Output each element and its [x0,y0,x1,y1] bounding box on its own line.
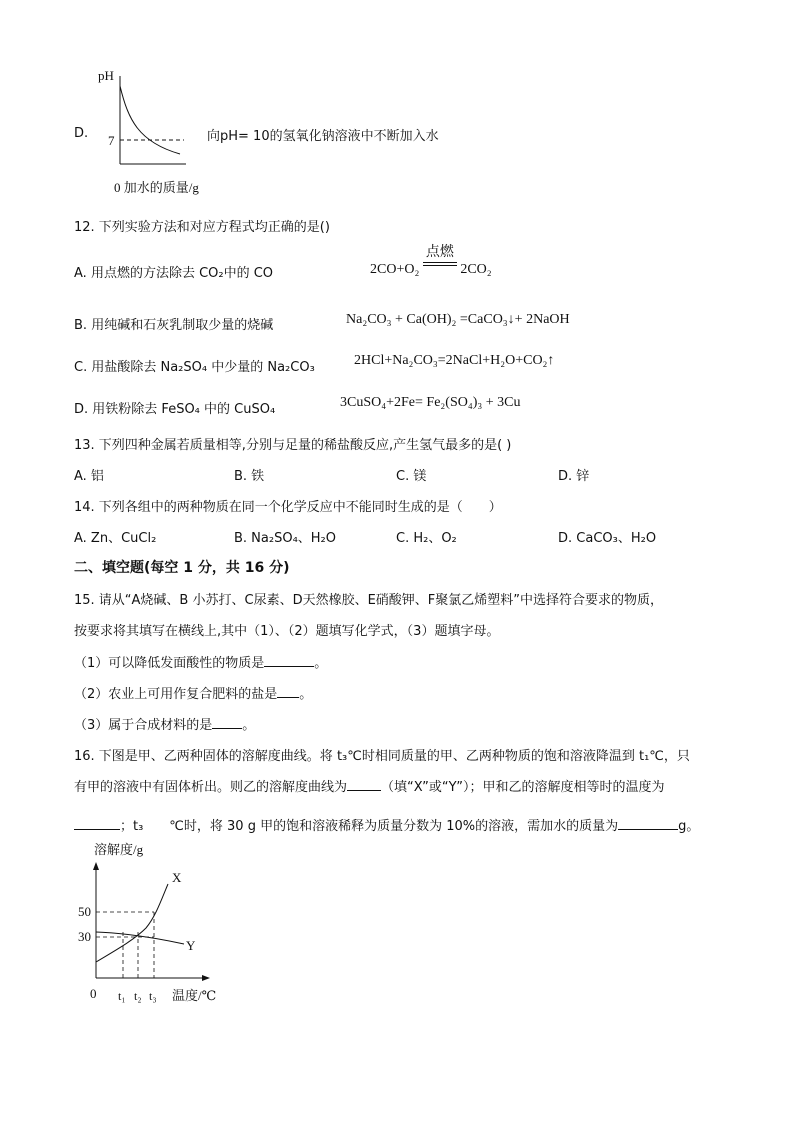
q15-stem-line1: 15. 请从“A烧碱、B 小苏打、C尿素、D天然橡胶、E硝酸钾、F聚氯乙烯塑料”中选择符合要求的物质， [74,593,663,608]
solubility-x-axis-label: 温度/℃ [172,988,217,1003]
q12-option-c-text [74,356,315,375]
ph-axis-label: pH [98,68,114,83]
curve-x-label: X [172,870,182,885]
ph-tick-7: 7 [108,133,115,148]
q12-option-b-letter: B. [74,318,88,333]
eq-a-condition-arrow [423,244,457,266]
q12-option-d-equation: 3CuSO₄+2Fe= Fe₂(SO₄)₃ + 3Cu [340,395,521,410]
q16-line2a: 有甲的溶液中有固体析出。则乙的溶解度曲线为 [74,780,348,795]
q15-sub2 [74,683,312,702]
q12-option-b-desc: 用纯碱和石灰乳制取少量的烧碱 [91,318,274,333]
q12-option-d-desc: 用铁粉除去 FeSO₄ 中的 CuSO₄ [92,402,276,417]
q15-sub1-blank[interactable] [264,654,314,667]
eq-a-left: 2CO+O₂ [370,262,420,277]
q15-sub3-text: （3）属于合成材料的是 [74,718,213,733]
q15-sub1 [74,652,327,671]
q16-blank-water[interactable] [618,817,678,830]
q13-stem: 13. 下列四种金属若质量相等,分别与足量的稀盐酸反应,产生氢气最多的是( ) [74,438,512,453]
eq-a-condition: 点燃 [425,244,454,260]
q15-stem-line2: 按要求将其填写在横线上,其中（1）、（2）题填写化学式，（3）题填字母。 [74,624,500,639]
q15-sub3-end: 。 [242,718,256,733]
q16-line3b: g。 [678,819,700,834]
q14-option-c: C. H₂、O₂ [396,531,457,546]
q12-option-a-text [74,262,273,281]
y-tick-50: 50 [78,904,91,919]
q15-sub1-text: （1）可以降低发面酸性的物质是 [74,656,265,671]
q12-option-b-equation: Na₂CO₃ + Ca(OH)₂ =CaCO₃↓+ 2NaOH [346,312,570,327]
q16-blank-curve[interactable] [347,778,381,791]
q14-option-d: D. CaCO₃、H₂O [558,531,657,546]
t1-label: t₁ [118,989,126,1003]
q16-line1: 16. 下图是甲、乙两种固体的溶解度曲线。将 t₃℃时相同质量的甲、乙两种物质的饱和溶液降温到 t₁℃，只 [74,749,690,764]
y-tick-30: 30 [78,929,91,944]
q13-option-c: C. 镁 [396,469,427,484]
q15-sub3 [74,714,255,733]
q12-option-b-text [74,314,273,333]
q12-option-d-letter: D. [74,402,89,417]
q16-line3a: ；t₃ ℃时，将 30 g 甲的饱和溶液稀释为质量分数为 10%的溶液，需加水的质量为 [120,819,619,834]
q12-option-d-text [74,398,275,417]
q15-sub2-text: （2）农业上可用作复合肥料的盐是 [74,687,278,702]
t3-label: t₃ [149,989,157,1003]
q13-option-a: A. 铝 [74,469,104,484]
q16-line2 [74,776,665,795]
q15-sub2-end: 。 [299,687,313,702]
q12-option-a-letter: A. [74,266,87,281]
q12-option-c-desc: 用盐酸除去 Na₂SO₄ 中少量的 Na₂CO₃ [91,360,315,375]
t2-label: t₂ [134,989,142,1003]
q15-sub1-end: 。 [314,656,328,671]
q12-stem: 12. 下列实验方法和对应方程式均正确的是() [74,220,330,235]
q12-option-a-equation [370,244,492,278]
q12-option-a-desc: 用点燃的方法除去 CO₂中的 CO [90,266,274,281]
q16-line3 [74,815,699,834]
solubility-y-axis-label: 溶解度/g [94,842,144,857]
ph-x-axis-label: 0 加水的质量/g [114,180,199,195]
q11-option-d-text: 向pH= 10的氢氧化钠溶液中不断加入水 [207,129,439,144]
q15-sub2-blank[interactable] [277,685,299,698]
q16-line2b: （填“X”或“Y”）；甲和乙的溶解度相等时的温度为 [381,780,665,795]
q12-option-c-equation: 2HCl+Na₂CO₃=2NaCl+H₂O+CO₂↑ [354,353,555,368]
q11-option-d-label: D. [74,126,89,141]
solubility-graph [76,840,246,1010]
q14-option-a: A. Zn、CuCl₂ [74,531,157,546]
q13-option-d: D. 锌 [558,469,590,484]
ph-dilution-graph [96,64,206,204]
q14-stem: 14. 下列各组中的两种物质在同一个化学反应中不能同时生成的是（ ） [74,500,502,515]
origin-label: 0 [90,986,97,1001]
section-2-title: 二、填空题(每空 1 分，共 16 分) [74,560,290,576]
eq-a-right: 2CO₂ [460,262,492,277]
q13-option-b: B. 铁 [234,469,265,484]
q15-sub3-blank[interactable] [212,716,242,729]
q12-option-c-letter: C. [74,360,88,375]
q14-option-b: B. Na₂SO₄、H₂O [234,531,337,546]
q16-blank-temperature[interactable] [74,817,120,830]
curve-y-label: Y [186,938,196,953]
